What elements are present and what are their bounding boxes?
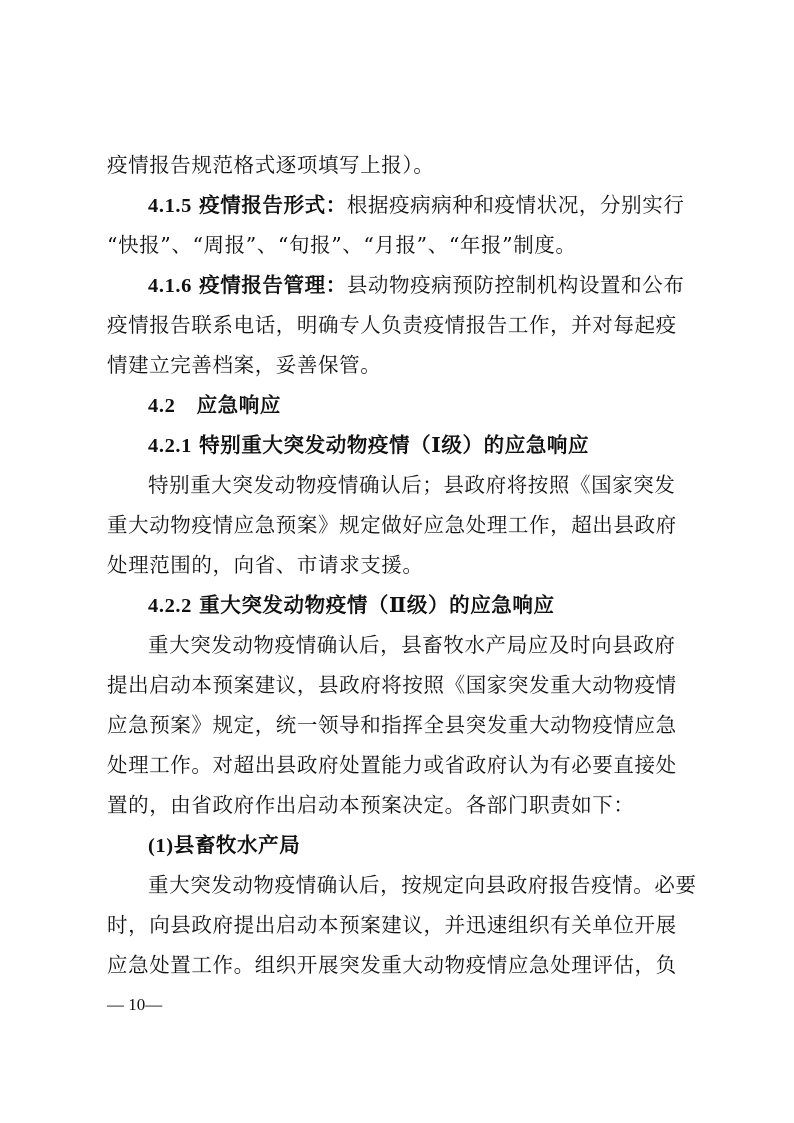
section-heading-4-2 <box>148 385 688 425</box>
paragraph-line: 重大突发动物疫情确认后，按规定向县政府报告疫情。必要 <box>148 873 697 897</box>
page-number: — 10— <box>107 995 163 1014</box>
subsection-number: (1) <box>148 835 174 857</box>
paragraph-line: 处理范围的，向省、市请求支援。 <box>107 553 424 577</box>
section-number: 4.2 <box>148 395 176 417</box>
paragraph-line: 疫情报告联系电话，明确专人负责疫情报告工作，并对每起疫 <box>107 313 677 337</box>
paragraph-line: 应急预案》规定，统一领导和指挥全县突发重大动物疫情应急 <box>107 713 677 737</box>
paragraph-line: 时，向县政府提出启动本预案建议，并迅速组织有关单位开展 <box>107 913 677 937</box>
paragraph-line: 置的，由省政府作出启动本预案决定。各部门职责如下： <box>107 793 635 817</box>
paragraph-line: 重大突发动物疫情确认后，县畜牧水产局应及时向县政府 <box>148 633 676 657</box>
paragraph-line: 处理工作。对超出县政府处置能力或省政府认为有必要直接处 <box>107 753 677 777</box>
section-text: 县动物疫病预防控制机构设置和公布 <box>346 273 685 297</box>
paragraph-line: 疫情报告规范格式逐项填写上报）。 <box>107 153 435 177</box>
subsection-heading-1 <box>148 825 688 865</box>
section-title: 疫情报告管理： <box>199 273 347 297</box>
paragraph-line: 情建立完善档案，妥善保管。 <box>107 353 382 377</box>
paragraph-line: 提出启动本预案建议，县政府将按照《国家突发重大动物疫情 <box>107 673 677 697</box>
paragraph-line: 应急处置工作。组织开展突发重大动物疫情应急处理评估，负 <box>107 953 677 977</box>
section-title: 应急响应 <box>196 393 281 417</box>
section-title: 疫情报告形式： <box>199 193 347 217</box>
section-number: 4.2.2 <box>148 595 192 617</box>
section-number: 4.1.5 <box>148 195 192 217</box>
paragraph-line: 特别重大突发动物疫情确认后；县政府将按照《国家突发 <box>148 473 676 497</box>
paragraph-line: 重大动物疫情应急预案》规定做好应急处理工作，超出县政府 <box>107 513 677 537</box>
section-title: 重大突发动物疫情（Ⅱ级）的应急响应 <box>199 593 555 617</box>
section-heading-4-1-6 <box>148 265 688 305</box>
section-number: 4.1.6 <box>148 275 192 297</box>
subsection-title: 县畜牧水产局 <box>173 833 301 857</box>
paragraph-line: “快报”、“周报”、“旬报”、“月报”、“年报”制度。 <box>107 233 577 257</box>
section-heading-4-1-5 <box>148 185 688 225</box>
section-number: 4.2.1 <box>148 435 192 457</box>
section-text: 根据疫病病种和疫情状况，分别实行 <box>346 193 685 217</box>
section-heading-4-2-2 <box>148 585 688 625</box>
section-title: 特别重大突发动物疫情（Ⅰ级）的应急响应 <box>199 433 590 457</box>
section-heading-4-2-1 <box>148 425 688 465</box>
